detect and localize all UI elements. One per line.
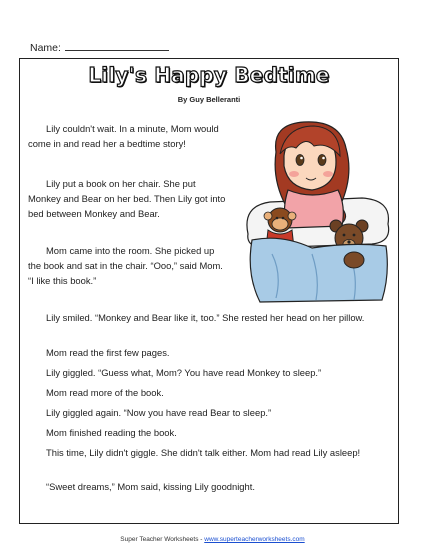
story-paragraph: This time, Lily didn't giggle. She didn't talk either. Mom had read Lily asleep! (46, 447, 361, 458)
story-paragraph: Lily put a book on her chair. She put Monkey and Bear on her bed. Then Lily got into bed between Monkey and Bear. (28, 178, 226, 220)
story-paragraph: Mom came into the room. She picked up the book and sat in the chair. “Ooo,” said Mom. “I like this book.” (28, 245, 223, 287)
name-line (30, 41, 169, 54)
footer-link[interactable]: www.superteacherworksheets.com (204, 536, 305, 543)
story-byline: By Guy Belleranti (177, 95, 241, 104)
footer-text: Super Teacher Worksheets - (120, 536, 205, 543)
story-paragraph: “Sweet dreams,” Mom said, kissing Lily goodnight. (46, 481, 255, 492)
story-paragraph: Mom read the first few pages. (46, 347, 170, 358)
story-title: Lily's Happy Bedtime (88, 63, 330, 87)
blanket (250, 238, 387, 302)
story-paragraph: Lily giggled. “Guess what, Mom? You have read Monkey to sleep.” (46, 367, 322, 378)
name-label: Name: (30, 42, 61, 54)
story-frame (19, 58, 399, 524)
story-paragraph: Mom finished reading the book. (46, 427, 177, 438)
story-paragraph: Mom read more of the book. (46, 387, 164, 398)
story-paragraph: Lily couldn't wait. In a minute, Mom would come in and read her a bedtime story! (28, 123, 219, 150)
bedtime-illustration (242, 114, 394, 304)
left-eye (296, 155, 304, 166)
name-blank[interactable] (65, 41, 169, 51)
page-footer (0, 536, 425, 543)
story-paragraph: Lily giggled again. “Now you have read Bear to sleep.” (46, 407, 272, 418)
story-paragraph: Lily smiled. “Monkey and Bear like it, too.” She rested her head on her pillow. (46, 312, 365, 323)
right-eye (318, 155, 326, 166)
